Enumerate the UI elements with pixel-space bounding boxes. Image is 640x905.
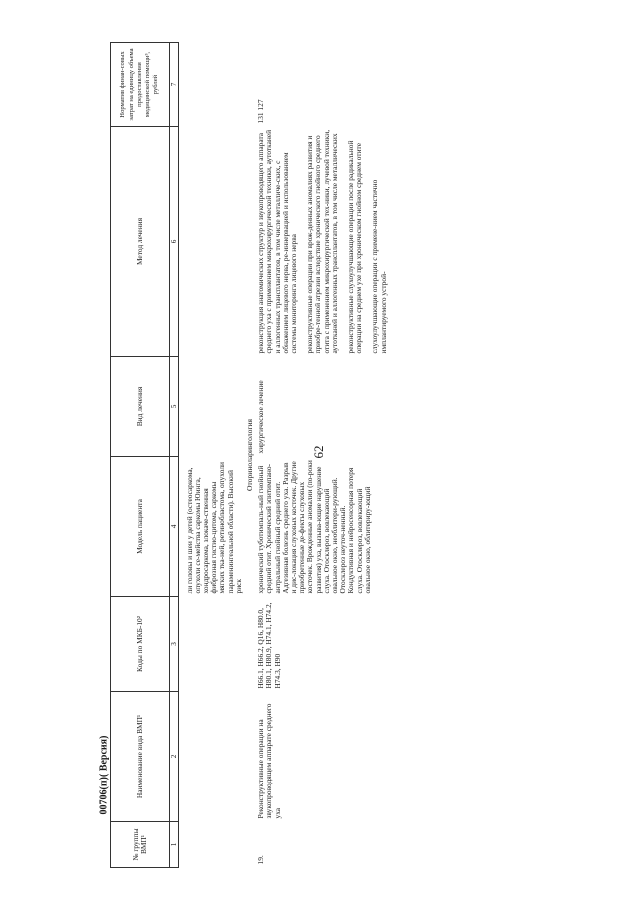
col-number-4: 4 xyxy=(170,457,179,597)
header-vmp-name: Наименование вида ВМП¹ xyxy=(111,692,170,822)
col-number-1: 1 xyxy=(170,822,179,868)
continuation-patient-model: ли головы и шеи у детей (остеосаркома, опухоли се-мейства саркомы Юинга, хондросаркома, злокаче-ственная фиброзная гистио-цитома, саркомы мягких тка-ней, ретинобластома, опухоли параменингеальной области). Высокий риск xyxy=(184,462,243,594)
row-vmp-name: Реконструктивные операции на звукопроводящем аппарате среднего уха xyxy=(256,703,282,819)
header-treatment-method: Метод лечения xyxy=(111,127,170,357)
method-item: реконструктивные слухоулучшающие операции после радикальной операции на среднем ухе при хроническом гнойном среднем отите xyxy=(345,140,364,354)
method-item: реконструкция анатомических структур и звукопроводящего аппарата среднего уха с применением микрохирургической техники, аутотканей и аллогенных трансплантатов, в том числе металличе-ских, с обнажением лицевого нерва, ре-иннервацией и использованием системы мониторинга лицевого нерва xyxy=(256,129,298,354)
method-item: реконструктивные операции при врож-денных аномалиях развития и приобре-тенной атрезии вследствие хронического гнойного среднего отита с применением микрохирургической тех-ники, лучевой техники, аутотканей и аллогенных трансплантатов, в том числе металлических xyxy=(305,129,339,354)
row-treatment-methods xyxy=(256,127,389,357)
col-number-5: 5 xyxy=(170,357,179,457)
col-number-2: 2 xyxy=(170,692,179,822)
header-group-no: № группы ВМП¹ xyxy=(111,822,170,868)
row-icd-codes: H66.1, H66.2, Q16, H80.0, H80.1, H80.9, H74.1, H74.2, H74.3, H90 xyxy=(256,602,282,689)
row-cost: 131 127 xyxy=(256,99,266,124)
col-number-3: 3 xyxy=(170,597,179,692)
rotated-table-wrapper xyxy=(110,3,388,868)
column-number-row xyxy=(170,43,179,868)
document-footer: 00706(п)( Версия) xyxy=(98,735,110,815)
header-row xyxy=(111,43,170,868)
header-treatment-type: Вид лечения xyxy=(111,357,170,457)
col-number-6: 6 xyxy=(170,127,179,357)
section-title: Оториноларингология xyxy=(244,418,254,492)
row-treatment-type: хирургическое лечение xyxy=(256,380,266,454)
continuation-row xyxy=(185,43,244,868)
col-number-7: 7 xyxy=(170,43,179,127)
header-icd-codes: Коды по МКБ-10² xyxy=(111,597,170,692)
section-row xyxy=(244,43,256,868)
row-patient-model: хронический туботимпаль-ный гнойный средний отит. Хронический эпитимпано-антральный гнойный средний отит. Адгезивная болезнь среднего уха. Разрыв и дис-локация слуховых косточек. Другие приобретенные де-фекты слуховых косточек. Врожденные аномалии (по-роки развития) уха, вызыва-ющие нарушение слуха. Отосклероз, вовлекающий овальное окно, необлитери-рующий. Отосклероз неуточ-ненный. Кондуктивная и нейросенсорная потеря слуха. Отосклероз, вовлекающий овальное окно, облитериру-ющий xyxy=(256,460,372,594)
method-item: слухоулучшающие операции с примене-нием частично имплантируемого устрой- xyxy=(370,179,388,354)
header-patient-model: Модель пациента xyxy=(111,457,170,597)
table-row xyxy=(256,43,389,868)
page-number: 62 xyxy=(311,445,326,459)
row-group-no: 19. xyxy=(256,855,266,865)
header-cost-norm: Норматив финан-совых затрат на единицу объема предоставления медицинской помощи³, рублей xyxy=(111,43,170,127)
vmp-table xyxy=(110,42,389,868)
